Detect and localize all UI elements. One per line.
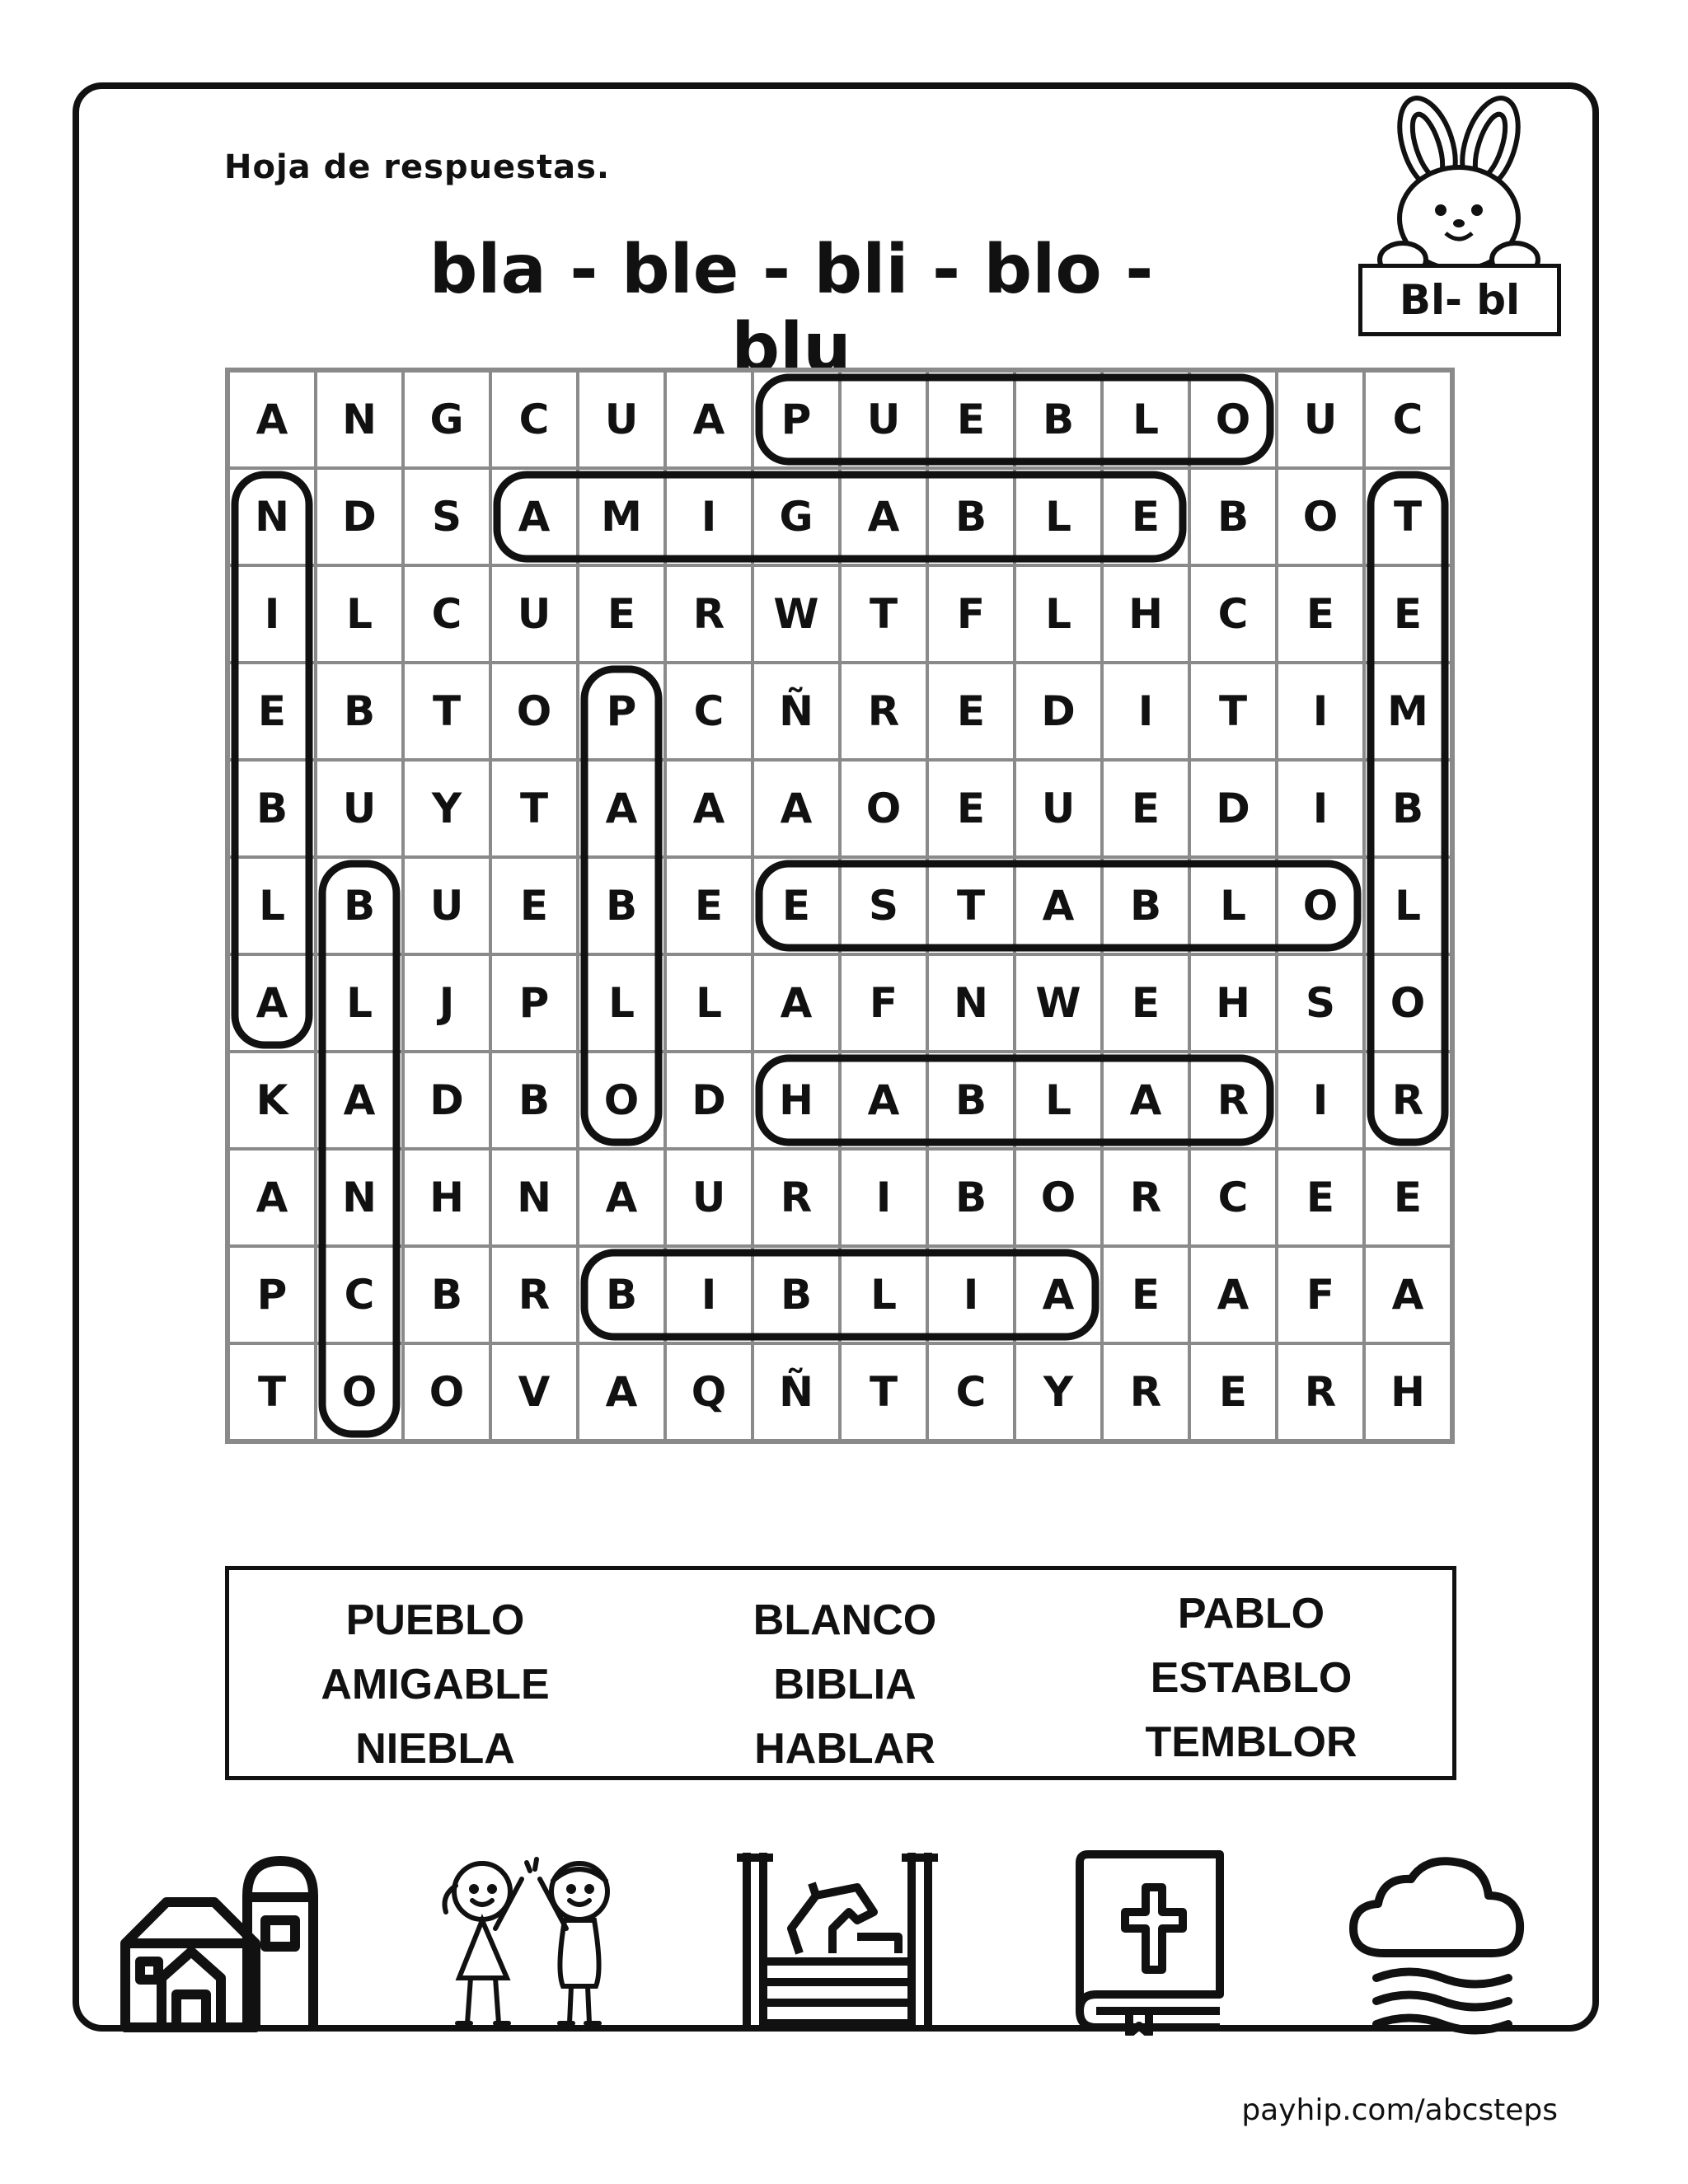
grid-cell: U — [490, 565, 578, 663]
grid-cell: B — [316, 663, 403, 760]
badge-label: Bl- bl — [1358, 264, 1561, 336]
grid-cell: T — [840, 1343, 927, 1441]
bunny-icon — [1352, 95, 1566, 284]
footer-url: payhip.com/abcsteps — [1241, 2093, 1558, 2127]
grid-cell: R — [1277, 1343, 1364, 1441]
grid-cell: E — [228, 663, 316, 760]
grid-cell: B — [316, 857, 403, 954]
grid-cell: C — [316, 1246, 403, 1343]
grid-cell: Q — [665, 1343, 753, 1441]
word-list — [225, 1566, 1456, 1780]
grid-cell: R — [840, 663, 927, 760]
grid-cell: W — [1015, 954, 1102, 1052]
grid-cell: U — [1277, 371, 1364, 468]
grid-cell: E — [490, 857, 578, 954]
grid-cell: B — [1015, 371, 1102, 468]
grid-cell: A — [228, 371, 316, 468]
grid-cell: L — [1364, 857, 1451, 954]
word-item: BLANCO — [753, 1596, 937, 1644]
grid-cell: R — [1102, 1149, 1189, 1246]
grid-cell: E — [578, 565, 665, 663]
grid-cell: T — [927, 857, 1015, 954]
answer-sheet-label: Hoja de respuestas. — [224, 148, 611, 186]
grid-cell: L — [578, 954, 665, 1052]
grid-cell: O — [1277, 468, 1364, 565]
grid-cell: I — [1277, 663, 1364, 760]
grid-cell: R — [1364, 1052, 1451, 1149]
grid-cell: P — [490, 954, 578, 1052]
grid-cell: R — [1102, 1343, 1189, 1441]
word-item: ESTABLO — [1150, 1654, 1353, 1702]
grid-cell: S — [840, 857, 927, 954]
grid-cell: R — [490, 1246, 578, 1343]
grid-cell: M — [1364, 663, 1451, 760]
grid-cell: D — [1015, 663, 1102, 760]
grid-cell: L — [840, 1246, 927, 1343]
grid-cell: C — [1189, 1149, 1277, 1246]
fog-icon — [1343, 1846, 1541, 2036]
grid-cell: E — [1102, 954, 1189, 1052]
grid-cell: L — [1102, 371, 1189, 468]
grid-cell: E — [1277, 565, 1364, 663]
word-item: NIEBLA — [355, 1725, 515, 1773]
grid-cell: K — [228, 1052, 316, 1149]
grid-cell: B — [578, 857, 665, 954]
grid-cell: A — [1015, 1246, 1102, 1343]
badge — [1352, 95, 1566, 342]
grid-cell: A — [840, 1052, 927, 1149]
grid-cell: I — [665, 468, 753, 565]
grid-cell: E — [927, 371, 1015, 468]
grid-cell: O — [1189, 371, 1277, 468]
grid-cell: A — [228, 1149, 316, 1246]
grid-cell: G — [403, 371, 490, 468]
grid-cell: O — [403, 1343, 490, 1441]
grid-cell: S — [403, 468, 490, 565]
grid-cell: O — [1364, 954, 1451, 1052]
word-list-column-3 — [1045, 1582, 1457, 1774]
grid-cell: B — [927, 1052, 1015, 1149]
grid-cell: N — [228, 468, 316, 565]
grid-cell: E — [1102, 760, 1189, 857]
grid-cell: E — [1277, 1149, 1364, 1246]
grid-cell: T — [403, 663, 490, 760]
grid-cell: D — [316, 468, 403, 565]
grid-cell: C — [490, 371, 578, 468]
grid-cell: J — [403, 954, 490, 1052]
word-item: PABLO — [1177, 1590, 1325, 1638]
page-title: bla - ble - bli - blo - blu — [429, 231, 1154, 387]
grid-cell: E — [927, 663, 1015, 760]
grid-cell: U — [316, 760, 403, 857]
grid-cell: R — [753, 1149, 840, 1246]
grid-cell: O — [490, 663, 578, 760]
grid-cell: I — [927, 1246, 1015, 1343]
grid-cell: S — [1277, 954, 1364, 1052]
grid-cell: U — [403, 857, 490, 954]
grid-cell: F — [840, 954, 927, 1052]
grid-cell: H — [1364, 1343, 1451, 1441]
grid-cell: I — [1277, 1052, 1364, 1149]
bible-icon — [1063, 1846, 1245, 2036]
grid-cell: T — [1364, 468, 1451, 565]
grid-cell: I — [228, 565, 316, 663]
grid-cell: M — [578, 468, 665, 565]
grid-cell: E — [1102, 468, 1189, 565]
grid-cell: O — [840, 760, 927, 857]
grid-cell: A — [578, 1343, 665, 1441]
grid-cell: L — [316, 954, 403, 1052]
grid-cell: F — [1277, 1246, 1364, 1343]
grid-cell: D — [403, 1052, 490, 1149]
grid-cell: A — [1102, 1052, 1189, 1149]
grid-cell: A — [665, 371, 753, 468]
grid-cell: A — [1364, 1246, 1451, 1343]
grid-cell: R — [665, 565, 753, 663]
grid-cell: N — [316, 371, 403, 468]
grid-cell: D — [665, 1052, 753, 1149]
grid-cell: P — [228, 1246, 316, 1343]
grid-cell: B — [578, 1246, 665, 1343]
grid-cell: C — [403, 565, 490, 663]
grid-cell: U — [578, 371, 665, 468]
grid-cell: U — [1015, 760, 1102, 857]
grid-cell: E — [1102, 1246, 1189, 1343]
grid-cell: A — [316, 1052, 403, 1149]
grid-cell: B — [1364, 760, 1451, 857]
grid-cell: Ñ — [753, 1343, 840, 1441]
grid-cell: T — [228, 1343, 316, 1441]
grid-cell: N — [316, 1149, 403, 1246]
stable-icon — [734, 1846, 948, 2036]
grid-cell: B — [927, 468, 1015, 565]
grid-cell: I — [840, 1149, 927, 1246]
grid-cell: N — [927, 954, 1015, 1052]
grid-cell: L — [1015, 565, 1102, 663]
grid-cell: E — [927, 760, 1015, 857]
grid-cell: A — [753, 954, 840, 1052]
grid-cell: T — [490, 760, 578, 857]
grid-cell: A — [665, 760, 753, 857]
grid-cell: C — [1189, 565, 1277, 663]
grid-cell: C — [927, 1343, 1015, 1441]
word-item: HABLAR — [754, 1725, 935, 1773]
grid-cell: N — [490, 1149, 578, 1246]
picture-row — [0, 1846, 1688, 2036]
grid-cell: D — [1189, 760, 1277, 857]
word-item: PUEBLO — [345, 1596, 525, 1644]
grid-cell: B — [753, 1246, 840, 1343]
grid-cell: L — [316, 565, 403, 663]
grid-cell: T — [840, 565, 927, 663]
grid-cell: Ñ — [753, 663, 840, 760]
grid-cell: O — [578, 1052, 665, 1149]
grid-cell: E — [1189, 1343, 1277, 1441]
grid-cell: A — [1015, 857, 1102, 954]
grid-cell: A — [578, 760, 665, 857]
grid-cell: L — [228, 857, 316, 954]
grid-cell: C — [665, 663, 753, 760]
grid-cell: L — [1189, 857, 1277, 954]
grid-cell: I — [1102, 663, 1189, 760]
grid-cell: B — [1189, 468, 1277, 565]
grid-cell: B — [490, 1052, 578, 1149]
grid-cell: Y — [403, 760, 490, 857]
word-list-column-2 — [639, 1588, 1051, 1781]
grid-cell: E — [1364, 565, 1451, 663]
word-item: TEMBLOR — [1145, 1718, 1357, 1766]
grid-cell: A — [578, 1149, 665, 1246]
grid-cell: O — [316, 1343, 403, 1441]
grid-cell: B — [1102, 857, 1189, 954]
grid-cell: I — [1277, 760, 1364, 857]
grid-cell: H — [403, 1149, 490, 1246]
grid-cell: L — [665, 954, 753, 1052]
grid-cell: A — [840, 468, 927, 565]
grid-cell: E — [1364, 1149, 1451, 1246]
grid-cell: Y — [1015, 1343, 1102, 1441]
friends-icon — [424, 1846, 639, 2036]
letter-grid — [225, 368, 1455, 1444]
grid-cell: H — [1189, 954, 1277, 1052]
grid-cell: L — [1015, 1052, 1102, 1149]
grid-cell: U — [840, 371, 927, 468]
grid-cell: H — [753, 1052, 840, 1149]
grid-cell: R — [1189, 1052, 1277, 1149]
grid-cell: I — [665, 1246, 753, 1343]
word-list-column-1 — [229, 1588, 641, 1781]
grid-cell: O — [1277, 857, 1364, 954]
grid-cell: E — [665, 857, 753, 954]
grid-cell: A — [753, 760, 840, 857]
grid-cell: F — [927, 565, 1015, 663]
grid-cell: H — [1102, 565, 1189, 663]
grid-cell: A — [490, 468, 578, 565]
word-search-grid — [225, 368, 1456, 1454]
grid-cell: P — [578, 663, 665, 760]
word-item: BIBLIA — [773, 1661, 917, 1708]
grid-cell: O — [1015, 1149, 1102, 1246]
grid-cell: E — [753, 857, 840, 954]
grid-cell: B — [403, 1246, 490, 1343]
grid-cell: T — [1189, 663, 1277, 760]
grid-cell: G — [753, 468, 840, 565]
grid-cell: B — [927, 1149, 1015, 1246]
grid-cell: B — [228, 760, 316, 857]
grid-cell: P — [753, 371, 840, 468]
grid-cell: W — [753, 565, 840, 663]
grid-cell: V — [490, 1343, 578, 1441]
word-item: AMIGABLE — [321, 1661, 550, 1708]
grid-cell: A — [1189, 1246, 1277, 1343]
farm-icon — [115, 1846, 330, 2036]
grid-cell: A — [228, 954, 316, 1052]
grid-cell: C — [1364, 371, 1451, 468]
grid-cell: L — [1015, 468, 1102, 565]
grid-cell: U — [665, 1149, 753, 1246]
